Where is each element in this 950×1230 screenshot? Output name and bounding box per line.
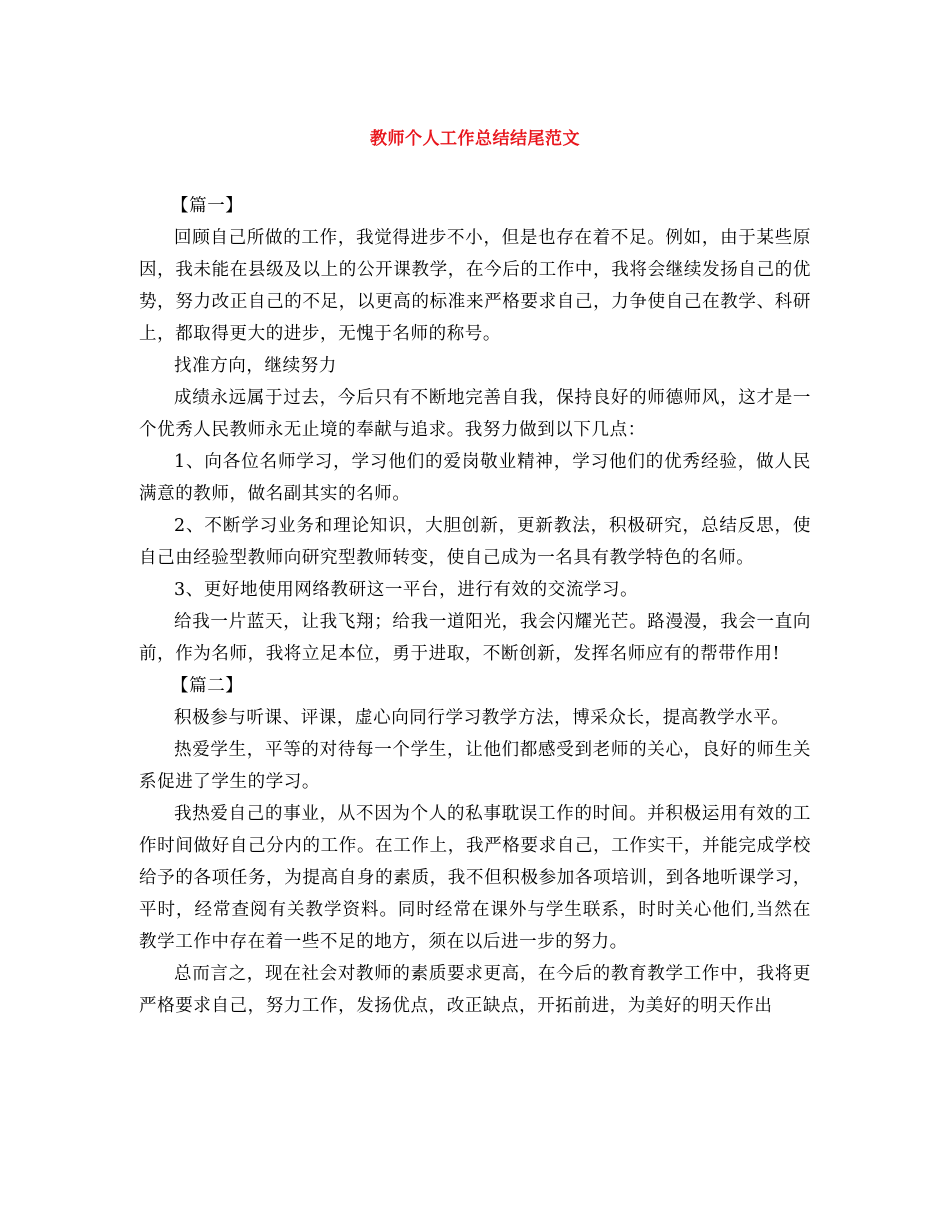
paragraph: 热爱学生，平等的对待每一个学生，让他们都感受到老师的关心，良好的师生关系促进了学生的学习。 (139, 740, 811, 792)
paragraph: 回顾自己所做的工作，我觉得进步不小，但是也存在着不足。例如，由于某些原因，我未能在县级及以上的公开课教学，在今后的工作中，我将会继续发扬自己的优势，努力改正自己的不足，以更高的标准来严格要求自己，力争使自己在教学、科研上，都取得更大的进步，无愧于名师的称号。 (139, 228, 811, 344)
paragraph: 找准方向，继续努力 (174, 356, 337, 376)
document-body (139, 190, 811, 1022)
paragraph: 给我一片蓝天，让我飞翔；给我一道阳光，我会闪耀光芒。路漫漫，我会一直向前，作为名师，我将立足本位，勇于进取，不断创新，发挥名师应有的帮带作用! (139, 612, 811, 664)
paragraph: 我热爱自己的事业，从不因为个人的私事耽误工作的时间。并积极运用有效的工作时间做好自己分内的工作。在工作上，我严格要求自己，工作实干，并能完成学校给予的各项任务，为提高自身的素质，我不但积极参加各项培训，到各地听课学习，平时，经常查阅有关教学资料。同时经常在课外与学生联系，时时关心他们,当然在教学工作中存在着一些不足的地方，须在以后进一步的努力。 (139, 804, 811, 952)
paragraph: 总而言之，现在社会对教师的素质要求更高，在今后的教育教学工作中，我将更严格要求自己，努力工作，发扬优点，改正缺点，开拓前进，为美好的明天作出 (139, 964, 811, 1016)
paragraph: 成绩永远属于过去，今后只有不断地完善自我，保持良好的师德师风，这才是一个优秀人民教师永无止境的奉献与追求。我努力做到以下几点： (139, 388, 811, 440)
section-heading-1: 【篇一】 (171, 196, 244, 216)
section-heading-2: 【篇二】 (171, 676, 244, 696)
list-item: 1、向各位名师学习，学习他们的爱岗敬业精神，学习他们的优秀经验，做人民满意的教师，做名副其实的名师。 (139, 452, 811, 504)
list-item: 2、不断学习业务和理论知识，大胆创新，更新教法，积极研究，总结反思，使自己由经验型教师向研究型教师转变，使自己成为一名具有教学特色的名师。 (139, 516, 811, 568)
document-title: 教师个人工作总结结尾范文 (370, 129, 580, 149)
list-item: 3、更好地使用网络教研这一平台，进行有效的交流学习。 (174, 580, 639, 600)
paragraph: 积极参与听课、评课，虚心向同行学习教学方法，博采众长，提高教学水平。 (174, 708, 790, 728)
